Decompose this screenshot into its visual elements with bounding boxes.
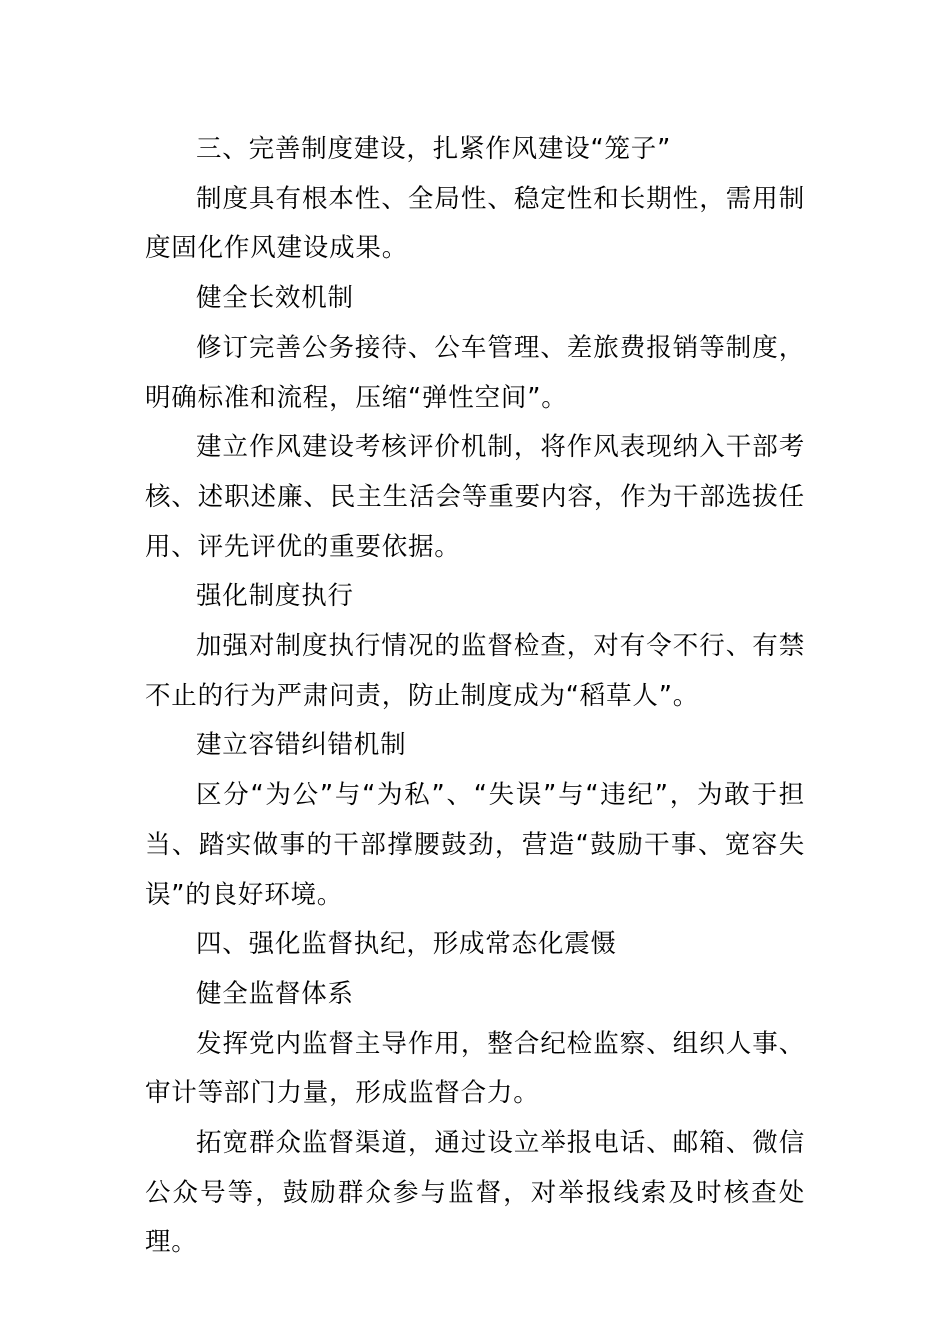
- document-body: [145, 125, 805, 1268]
- section-heading-3: 三、完善制度建设，扎紧作风建设“笼子”: [196, 134, 672, 164]
- body-paragraph: 修订完善公务接待、公车管理、差旅费报销等制度，明确标准和流程，压缩“弹性空间”。: [145, 332, 805, 413]
- subheading-error-tolerance: 建立容错纠错机制: [196, 730, 407, 761]
- subheading-supervision-system: 健全监督体系: [196, 978, 354, 1009]
- body-paragraph: 制度具有根本性、全局性、稳定性和长期性，需用制度固化作风建设成果。: [145, 183, 805, 264]
- body-paragraph: 发挥党内监督主导作用，整合纪检监察、组织人事、审计等部门力量，形成监督合力。: [145, 1028, 805, 1109]
- body-paragraph: 加强对制度执行情况的监督检查，对有令不行、有禁不止的行为严肃问责，防止制度成为“稻草人”。: [145, 631, 805, 711]
- subheading-system-execution: 强化制度执行: [196, 581, 354, 612]
- body-paragraph: 建立作风建设考核评价机制，将作风表现纳入干部考核、述职述廉、民主生活会等重要内容，作为干部选拔任用、评先评优的重要依据。: [145, 432, 805, 562]
- subheading-long-term-mechanism: 健全长效机制: [196, 283, 354, 314]
- section-heading-4: 四、强化监督执纪，形成常态化震慑: [196, 929, 617, 960]
- body-paragraph: 拓宽群众监督渠道，通过设立举报电话、邮箱、微信公众号等，鼓励群众参与监督，对举报线索及时核查处理。: [145, 1128, 805, 1258]
- body-paragraph: 区分“为公”与“为私”、“失误”与“违纪”，为敢于担当、踏实做事的干部撑腰鼓劲，营造“鼓励干事、宽容失误”的良好环境。: [145, 780, 805, 910]
